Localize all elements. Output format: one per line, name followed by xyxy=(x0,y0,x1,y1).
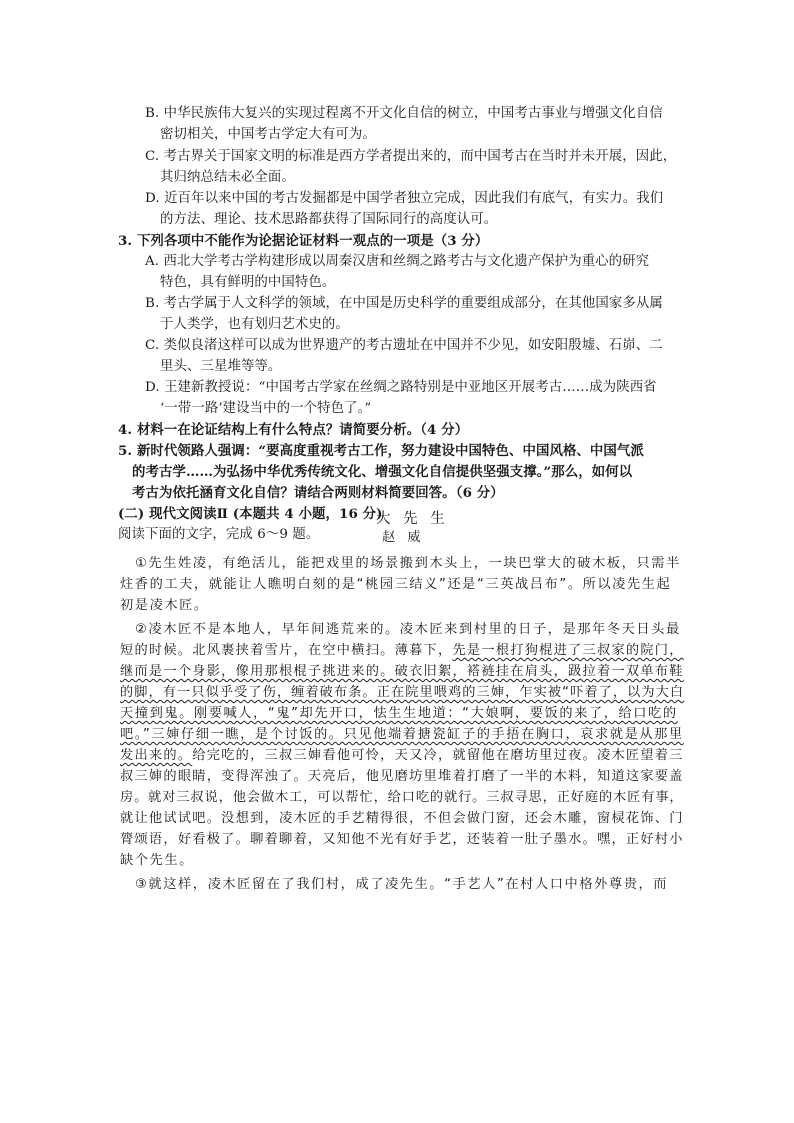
q3-option-a-line2: 特色，具有鲜明的中国特色。 xyxy=(160,275,336,290)
paragraph-2-line7-plain: 给完吃的，三叔三婶看他可怜，天又冷，就留他在磨坊里过夜。凌木匠望着三 xyxy=(192,748,684,763)
question-4: 4. 材料一在论证结构上有什么特点？请简要分析。（4 分） xyxy=(118,422,469,438)
underlined-passage-end: 发出来的。 xyxy=(120,748,193,763)
instruction: 阅读下面的文字，完成 6～9 题。 xyxy=(118,527,320,542)
q3-option-c-line2: 里头、三星堆等等。 xyxy=(160,359,282,374)
q2-option-b-line2: 密切相关，中国考古学定大有可为。 xyxy=(160,127,376,142)
underlined-passage-line4: 的脚，有一只似乎受了伤，缠着破布条。正在院里喂鸡的三婶，乍实被“吓着了，以为大白 xyxy=(120,685,685,700)
paragraph-1-line1: ①先生姓凌，有绝活儿，能把戏里的场景搬到木头上，一块巴掌大的破木板，只需半 xyxy=(135,556,681,571)
underlined-passage-line5: 天撞到鬼。刚要喊人，“鬼”却先开口，怯生生地道：“大娘啊，要饭的来了，给口吃的 xyxy=(120,706,678,721)
paragraph-2-line12: 缺个先生。 xyxy=(120,853,194,868)
story-author: 赵 威 xyxy=(382,530,425,545)
q3-option-d-line2: ‘一带一路’建设当中的一个特色了。” xyxy=(160,401,372,416)
q2-option-c-line1: C. 考古界关于国家文明的标准是西方学者提出来的，而中国考古在当时并未开展，因此， xyxy=(145,149,677,164)
q3-option-d-line1: D. 王建新教授说：“中国考古学家在丝绸之路特别是中亚地区开展考古……成为陕西省 xyxy=(145,380,657,395)
underlined-passage-line3: 继而是一个身影，像用那根棍子挑进来的。破衣旧絮，褡裢挂在肩头，趿拉着一双单布鞋 xyxy=(120,664,684,679)
section-title: (二) 现代文阅读Ⅱ (本题共 4 小题，16 分) xyxy=(118,506,383,522)
story-title: 大 先 生 xyxy=(376,511,449,527)
paragraph-2-line2-plain: 短的时候。北风裹挟着雪片，在空中横扫。薄暮下， xyxy=(120,643,453,658)
paragraph-2-line11: 膂颂语，好看极了。聊着聊着，又知他不光有好手艺，还装着一肚子墨水。嘿，正好村小 xyxy=(120,832,684,847)
q2-option-d-line1: D. 近百年以来中国的考古发掘都是中国学者独立完成，因此我们有底气，有实力。我们 xyxy=(145,191,664,206)
underlined-passage-start: 先是一根打狗棍进了三叔家的院门， xyxy=(452,643,684,658)
paragraph-3-line1: ③就这样，凌木匠留在了我们村，成了凌先生。“手艺人”在村人口中格外尊贵，而 xyxy=(135,877,669,892)
paragraph-2-line10: 就让他试试吧。没想到，凌木匠的手艺精得很，不但会做门窗，还会木雕，窗棂花饰、门 xyxy=(120,811,684,826)
q3-option-b-line2: 于人类学，也有划归艺术史的。 xyxy=(160,317,349,332)
question-5-line2: 的考古学……为弘扬中华优秀传统文化、增强文化自信提供坚强支撑。”那么，如何以 xyxy=(132,464,633,480)
underlined-passage-line6: 吧。”三婶仔细一瞧，是个讨饭的。只见他端着搪瓷缸子的手捂在胸口，哀求就是从那里 xyxy=(120,727,684,742)
paragraph-2-line9: 房。就对三叔说，他会做木工，可以帮忙，给口吃的就行。三叔寻思，正好庭的木匠有事， xyxy=(120,790,684,805)
q2-option-d-line2: 的方法、理论、技术思路都获得了国际同行的高度认可。 xyxy=(160,212,498,227)
q3-option-b-line1: B. 考古学属于人文科学的领域，在中国是历史科学的重要组成部分，在其他国家多从属 xyxy=(145,296,663,311)
question-5-line3: 考古为依托涵育文化自信？请结合两则材料简要回答。（6 分） xyxy=(132,485,504,501)
paragraph-2-line8: 叔三婶的眼睛，变得浑浊了。天亮后，他见磨坊里堆着打磨了一半的木料，知道这家要盖 xyxy=(120,769,684,784)
q2-option-c-line2: 其归纳总结未必全面。 xyxy=(160,170,295,185)
paragraph-2-line2 xyxy=(120,641,684,661)
paragraph-1-line2: 炷香的工夫，就能让人瞧明白刻的是“桃园三结义”还是“三英战吕布”。所以凌先生起 xyxy=(120,577,672,592)
q3-option-c-line1: C. 类似良渚这样可以成为世界遗产的考古遗址在中国并不少见，如安阳殷墟、石峁、二 xyxy=(145,338,663,353)
q3-option-a-line1: A. 西北大学考古学构建形成以周秦汉唐和丝绸之路考古与文化遗产保护为重心的研究 xyxy=(145,254,650,269)
paragraph-1-line3: 初是凌木匠。 xyxy=(120,598,209,613)
q2-option-b-line1: B. 中华民族伟大复兴的实现过程离不开文化自信的树立，中国考古事业与增强文化自信 xyxy=(145,106,663,121)
question-5-line1: 5. 新时代领路人强调：“要高度重视考古工作，努力建设中国特色、中国风格、中国气派 xyxy=(118,443,644,459)
paragraph-2-line7 xyxy=(120,746,684,766)
paragraph-2-line1: ②凌木匠不是本地人，早年间逃荒来的。凌木匠来到村里的日子，是那年冬天日头最 xyxy=(135,622,681,637)
question-3-stem: 3. 下列各项中不能作为论据论证材料一观点的一项是（3 分） xyxy=(118,233,489,249)
